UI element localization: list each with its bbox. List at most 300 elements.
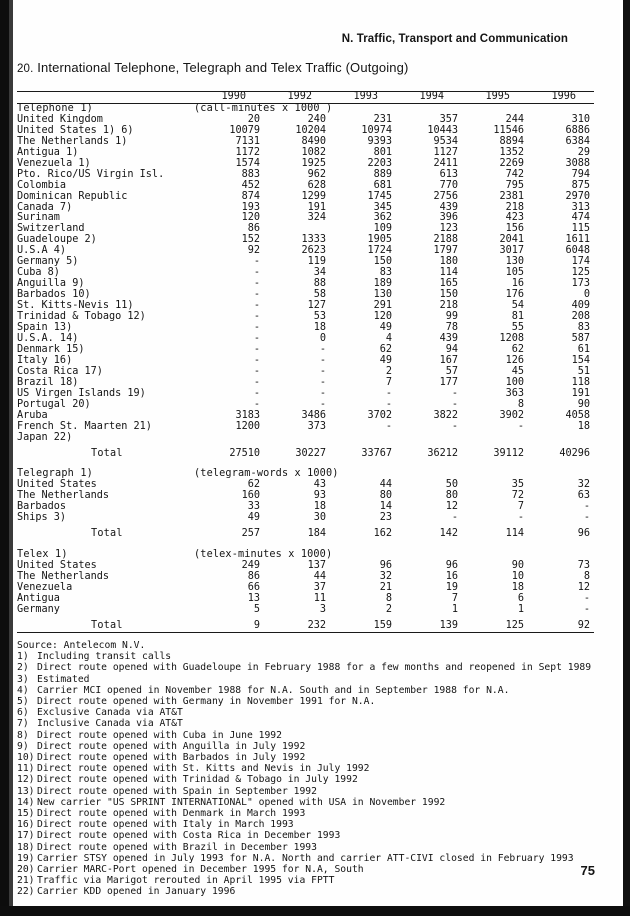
row-pad (590, 159, 594, 170)
total-pad (590, 529, 594, 540)
row-value: 8894 (499, 135, 524, 147)
row-value: 12 (577, 582, 590, 594)
row-value: 53 (313, 311, 326, 323)
section-header-row (17, 469, 594, 480)
row-value: 10204 (295, 124, 326, 136)
row-value: 628 (307, 179, 326, 191)
total-value: 9 (253, 619, 260, 631)
row-pad (590, 235, 594, 246)
row-value: 191 (571, 387, 590, 399)
row-value: 613 (439, 168, 458, 180)
row-value: 883 (241, 168, 260, 180)
row-value: 795 (505, 179, 524, 191)
row-value: 105 (505, 267, 524, 279)
row-value (524, 433, 590, 444)
footnote-item (17, 707, 591, 718)
running-header: N. Traffic, Transport and Communication (341, 33, 568, 45)
footnote-number: 6) (17, 707, 29, 719)
row-label-country: Germany (17, 603, 60, 615)
row-value: 10079 (229, 124, 260, 136)
row-label-country: Ships 3) (17, 512, 67, 524)
row-pad (590, 356, 594, 367)
total-value: 142 (439, 528, 458, 540)
row-value: 160 (241, 490, 260, 502)
traffic-table (17, 91, 594, 633)
row-label-country: Aruba (17, 409, 48, 421)
row-label-country: Denmark 15) (17, 343, 85, 355)
total-label: Total (91, 447, 123, 459)
total-value: 125 (505, 619, 524, 631)
row-value: 120 (373, 311, 392, 323)
row-pad (590, 561, 594, 572)
row-value: 80 (379, 490, 392, 502)
row-value: 45 (511, 365, 524, 377)
footnote-number: 8) (17, 729, 29, 741)
row-value: 3486 (301, 409, 326, 421)
footnote-item (17, 651, 591, 662)
row-value: 1925 (301, 157, 326, 169)
row-value (194, 433, 260, 444)
total-label: Total (91, 619, 123, 631)
row-label-country: United Kingdom (17, 113, 103, 125)
column-header-year: 1996 (551, 91, 576, 102)
table-row (17, 605, 594, 616)
scan-edge-left-inner (9, 0, 13, 916)
row-pad (590, 334, 594, 345)
row-pad (590, 502, 594, 513)
footnote-text: Exclusive Canada via AT&T (37, 707, 183, 719)
table-row (17, 170, 594, 181)
row-value: 18 (313, 501, 326, 513)
section-total-row (17, 529, 594, 540)
row-value: 1127 (433, 146, 458, 158)
row-value: 363 (505, 387, 524, 399)
table-row (17, 400, 594, 411)
row-value: 88 (313, 278, 326, 290)
row-value: 1082 (301, 146, 326, 158)
row-value: - (451, 398, 458, 410)
row-value: - (253, 398, 260, 410)
row-value: 156 (505, 223, 524, 235)
row-pad (590, 279, 594, 290)
row-value: 3088 (565, 157, 590, 169)
row-value: 118 (571, 376, 590, 388)
row-value: 19 (445, 582, 458, 594)
row-value: 18 (511, 582, 524, 594)
footnote-item (17, 797, 591, 808)
table-row (17, 502, 594, 513)
footnote-number: 2) (17, 662, 29, 674)
row-label-country: Pto. Rico/US Virgin Isl. (17, 168, 165, 180)
row-value: 83 (379, 267, 392, 279)
row-label-country: Brazil 18) (17, 376, 79, 388)
table-row (17, 312, 594, 323)
row-value: 1745 (367, 190, 392, 202)
row-value: 30 (313, 512, 326, 524)
row-value: 2381 (499, 190, 524, 202)
row-value: 4 (385, 332, 392, 344)
row-value: 7131 (235, 135, 260, 147)
row-value: 191 (307, 201, 326, 213)
row-value: 8 (517, 398, 524, 410)
row-label-country: Japan 22) (17, 431, 73, 443)
row-value: 80 (445, 490, 458, 502)
footnote-text: Direct route opened with Anguilla in July 1992 (37, 740, 306, 752)
row-value: 50 (445, 479, 458, 491)
row-value: 452 (241, 179, 260, 191)
total-value: 40296 (559, 447, 590, 459)
row-value: - (319, 387, 326, 399)
row-pad (590, 192, 594, 203)
row-value: 310 (571, 113, 590, 125)
row-value: 9393 (367, 135, 392, 147)
row-pad (590, 378, 594, 389)
row-pad (590, 345, 594, 356)
total-value: 36212 (427, 447, 458, 459)
row-value: 44 (379, 479, 392, 491)
total-value: 27510 (229, 447, 260, 459)
footnote-number: 19) (17, 852, 35, 864)
row-label-country: The Netherlands 1) (17, 135, 128, 147)
row-value: 44 (313, 571, 326, 583)
row-label-country: United States (17, 560, 97, 572)
row-label-country: Portugal 20) (17, 398, 91, 410)
row-value: 5 (253, 603, 260, 615)
row-pad (590, 480, 594, 491)
row-pad (590, 246, 594, 257)
row-value: 2756 (433, 190, 458, 202)
footnote-number: 10) (17, 752, 35, 764)
row-value: 83 (577, 322, 590, 334)
row-pad (590, 400, 594, 411)
row-pad (590, 605, 594, 616)
row-value: 167 (439, 354, 458, 366)
row-value: 99 (445, 311, 458, 323)
row-value: 150 (373, 256, 392, 268)
row-value: 362 (373, 212, 392, 224)
row-value: 23 (379, 512, 392, 524)
row-value: 439 (439, 201, 458, 213)
table-row (17, 356, 594, 367)
row-value: 189 (373, 278, 392, 290)
row-value: 8 (583, 571, 590, 583)
row-value: 218 (505, 201, 524, 213)
footnote-number: 9) (17, 740, 29, 752)
table-header-rows (17, 92, 594, 103)
row-value: 1200 (235, 420, 260, 432)
row-pad (590, 433, 594, 444)
row-value: 439 (439, 332, 458, 344)
table-row (17, 583, 594, 594)
row-value: 1 (517, 603, 524, 615)
row-label-country: Venezuela (17, 582, 73, 594)
row-pad (590, 411, 594, 422)
section-unit-caption: (telegram-words x 1000) (194, 468, 339, 480)
page-title (17, 60, 409, 75)
total-value: 139 (439, 619, 458, 631)
row-value: 32 (577, 479, 590, 491)
row-pad (590, 170, 594, 181)
row-value (326, 433, 392, 444)
footnote-item (17, 696, 591, 707)
row-value: 115 (571, 223, 590, 235)
row-value: - (253, 343, 260, 355)
footnote-item (17, 752, 591, 763)
row-label-country: The Netherlands (17, 571, 110, 583)
row-value: 35 (511, 479, 524, 491)
section-header-row (17, 550, 594, 561)
section-name: Telegraph 1) (17, 468, 94, 480)
row-value: - (253, 278, 260, 290)
row-value: 208 (571, 311, 590, 323)
row-pad (590, 148, 594, 159)
row-label-country: Antigua 1) (17, 146, 79, 158)
table-body-rows (17, 104, 594, 632)
row-value: 3 (319, 603, 326, 615)
footnote-item (17, 875, 591, 886)
row-value: 3902 (499, 409, 524, 421)
row-value: 2269 (499, 157, 524, 169)
row-pad (590, 312, 594, 323)
row-value: 123 (439, 223, 458, 235)
row-value: 587 (571, 332, 590, 344)
row-value: - (253, 354, 260, 366)
footnote-text: Inclusive Canada via AT&T (37, 718, 183, 730)
total-value: 232 (307, 619, 326, 631)
footnote-text: Direct route opened with Brazil in December 1993 (37, 841, 317, 853)
row-value: 2188 (433, 234, 458, 246)
row-value: 2411 (433, 157, 458, 169)
table-grid (17, 92, 594, 103)
row-value: 889 (373, 168, 392, 180)
row-value: 4058 (565, 409, 590, 421)
footnote-number: 21) (17, 875, 35, 887)
row-value: 94 (445, 343, 458, 355)
footnote-number: 16) (17, 819, 35, 831)
row-value: - (385, 387, 392, 399)
row-label-country: United States (17, 479, 97, 491)
row-value: 57 (445, 365, 458, 377)
row-value: 874 (241, 190, 260, 202)
total-label: Total (91, 528, 123, 540)
row-value: 875 (571, 179, 590, 191)
total-value: 30227 (295, 447, 326, 459)
row-value: 55 (511, 322, 524, 334)
row-label-country: Costa Rica 17) (17, 365, 103, 377)
footnote-text: Carrier MCI opened in November 1988 for N.A. South and in September 1988 for N.A. (37, 684, 510, 696)
row-value: 154 (571, 354, 590, 366)
row-value: - (385, 420, 392, 432)
row-value: - (253, 311, 260, 323)
table-row (17, 389, 594, 400)
total-value: 96 (577, 528, 590, 540)
row-value (260, 433, 326, 444)
row-value: 1299 (301, 190, 326, 202)
footnote-number: 18) (17, 841, 35, 853)
row-value: 34 (313, 267, 326, 279)
footnote-item (17, 774, 591, 785)
row-value: 794 (571, 168, 590, 180)
row-value: 16 (511, 278, 524, 290)
total-value: 162 (373, 528, 392, 540)
row-label-country: Switzerland (17, 223, 85, 235)
footnote-number: 1) (17, 651, 29, 663)
footnote-item (17, 763, 591, 774)
footnote-number: 5) (17, 696, 29, 708)
row-value: 43 (313, 479, 326, 491)
total-value: 257 (241, 528, 260, 540)
row-pad (590, 594, 594, 605)
row-label-country: Trinidad & Tobago 12) (17, 311, 146, 323)
row-value: 1333 (301, 234, 326, 246)
row-value: 6384 (565, 135, 590, 147)
footnote-text: Direct route opened with Costa Rica in December 1993 (37, 830, 341, 842)
total-value: 33767 (361, 447, 392, 459)
row-value: 244 (505, 113, 524, 125)
row-pad (590, 137, 594, 148)
row-value: 770 (439, 179, 458, 191)
row-value: 2 (385, 365, 392, 377)
row-value: 14 (379, 501, 392, 513)
row-value: 152 (241, 234, 260, 246)
row-value: 29 (577, 146, 590, 158)
row-value: 3017 (499, 245, 524, 257)
row-pad (590, 203, 594, 214)
footnote-text: Estimated (37, 673, 90, 685)
footnote-number: 14) (17, 796, 35, 808)
row-value: 119 (307, 256, 326, 268)
footnote-text: Direct route opened with Spain in September 1992 (37, 785, 317, 797)
row-value: - (319, 376, 326, 388)
row-value: 2970 (565, 190, 590, 202)
footnote-item (17, 718, 591, 729)
scan-edge-left (0, 0, 9, 916)
row-label-country: Spain 13) (17, 322, 73, 334)
row-value: 18 (577, 420, 590, 432)
row-value: 2623 (301, 245, 326, 257)
row-value: 86 (247, 223, 260, 235)
row-label-country: United States 1) 6) (17, 124, 134, 136)
footnote-number: 15) (17, 808, 35, 820)
row-value: 130 (373, 289, 392, 301)
row-value: 2 (385, 603, 392, 615)
footnote-text: Direct route opened with Cuba in June 1992 (37, 729, 282, 741)
section-total-row (17, 621, 594, 632)
row-value: 33 (247, 501, 260, 513)
row-value: 1 (451, 603, 458, 615)
scan-edge-bottom (0, 906, 630, 916)
row-value: 0 (319, 332, 326, 344)
footnote-number: 17) (17, 830, 35, 842)
row-value: 49 (247, 512, 260, 524)
table-row (17, 491, 594, 502)
row-value: - (517, 512, 524, 524)
row-value: 1352 (499, 146, 524, 158)
row-value: 18 (313, 322, 326, 334)
row-value: 249 (241, 560, 260, 572)
row-label-country: The Netherlands (17, 490, 110, 502)
row-value: 16 (445, 571, 458, 583)
row-value: 373 (307, 420, 326, 432)
row-value: 2203 (367, 157, 392, 169)
row-value: 0 (583, 289, 590, 301)
row-value: 8490 (301, 135, 326, 147)
row-value: 92 (247, 245, 260, 257)
row-label-country: Guadeloupe 2) (17, 234, 97, 246)
row-value: 61 (577, 343, 590, 355)
row-value: - (319, 343, 326, 355)
footnote-number: 11) (17, 763, 35, 775)
row-value: 10974 (361, 124, 392, 136)
table-row (17, 334, 594, 345)
footnote-item (17, 853, 591, 864)
footnote-text: Carrier STSY opened in July 1993 for N.A. North and carrier ATT-CIVI closed in February 1993 (37, 852, 574, 864)
total-value: 92 (577, 619, 590, 631)
column-header-year: 1992 (287, 91, 312, 102)
title-number: 20. (17, 63, 34, 75)
total-value: 114 (505, 528, 524, 540)
row-value: 742 (505, 168, 524, 180)
column-header-year: 1995 (485, 91, 510, 102)
row-value: 8 (385, 592, 392, 604)
row-label-country: Colombia (17, 179, 67, 191)
row-value: 137 (307, 560, 326, 572)
row-pad (590, 257, 594, 268)
row-value: 96 (445, 560, 458, 572)
row-label-country: Barbados 10) (17, 289, 91, 301)
row-value: 54 (511, 300, 524, 312)
year-header-row (17, 92, 594, 103)
row-label-country: Surinam (17, 212, 60, 224)
row-pad (590, 115, 594, 126)
row-value: - (451, 420, 458, 432)
footnote-number: 12) (17, 774, 35, 786)
footnote-text: Direct route opened with Italy in March 1993 (37, 819, 294, 831)
row-label-country: Venezuela 1) (17, 157, 91, 169)
row-value: 120 (241, 212, 260, 224)
footnote-item (17, 808, 591, 819)
row-value: 1208 (499, 332, 524, 344)
row-value: - (253, 300, 260, 312)
row-value: 193 (241, 201, 260, 213)
footnote-text: Direct route opened with Guadeloupe in February 1988 for a few months and reopened in Sept 1989 (37, 662, 592, 674)
row-value: 801 (373, 146, 392, 158)
row-value: 180 (439, 256, 458, 268)
footnote-number: 22) (17, 886, 35, 898)
table-bottom-rule (17, 632, 594, 633)
row-value: - (451, 387, 458, 399)
row-value: 6048 (565, 245, 590, 257)
row-value: 109 (373, 223, 392, 235)
row-pad (590, 513, 594, 524)
row-value: 231 (373, 113, 392, 125)
row-value: 86 (247, 571, 260, 583)
row-value: 357 (439, 113, 458, 125)
row-value: - (319, 354, 326, 366)
footnote-item (17, 674, 591, 685)
row-value: - (583, 501, 590, 513)
section-unit-caption: (telex-minutes x 1000) (194, 549, 333, 561)
footnote-number: 20) (17, 864, 35, 876)
row-value: 49 (379, 322, 392, 334)
footnote-item (17, 886, 591, 897)
row-value: 114 (439, 267, 458, 279)
footnote-item (17, 741, 591, 752)
footnote-item (17, 662, 591, 673)
row-pad (590, 389, 594, 400)
row-pad (590, 491, 594, 502)
footnote-text: Direct route opened with Germany in November 1991 for N.A. (37, 696, 376, 708)
